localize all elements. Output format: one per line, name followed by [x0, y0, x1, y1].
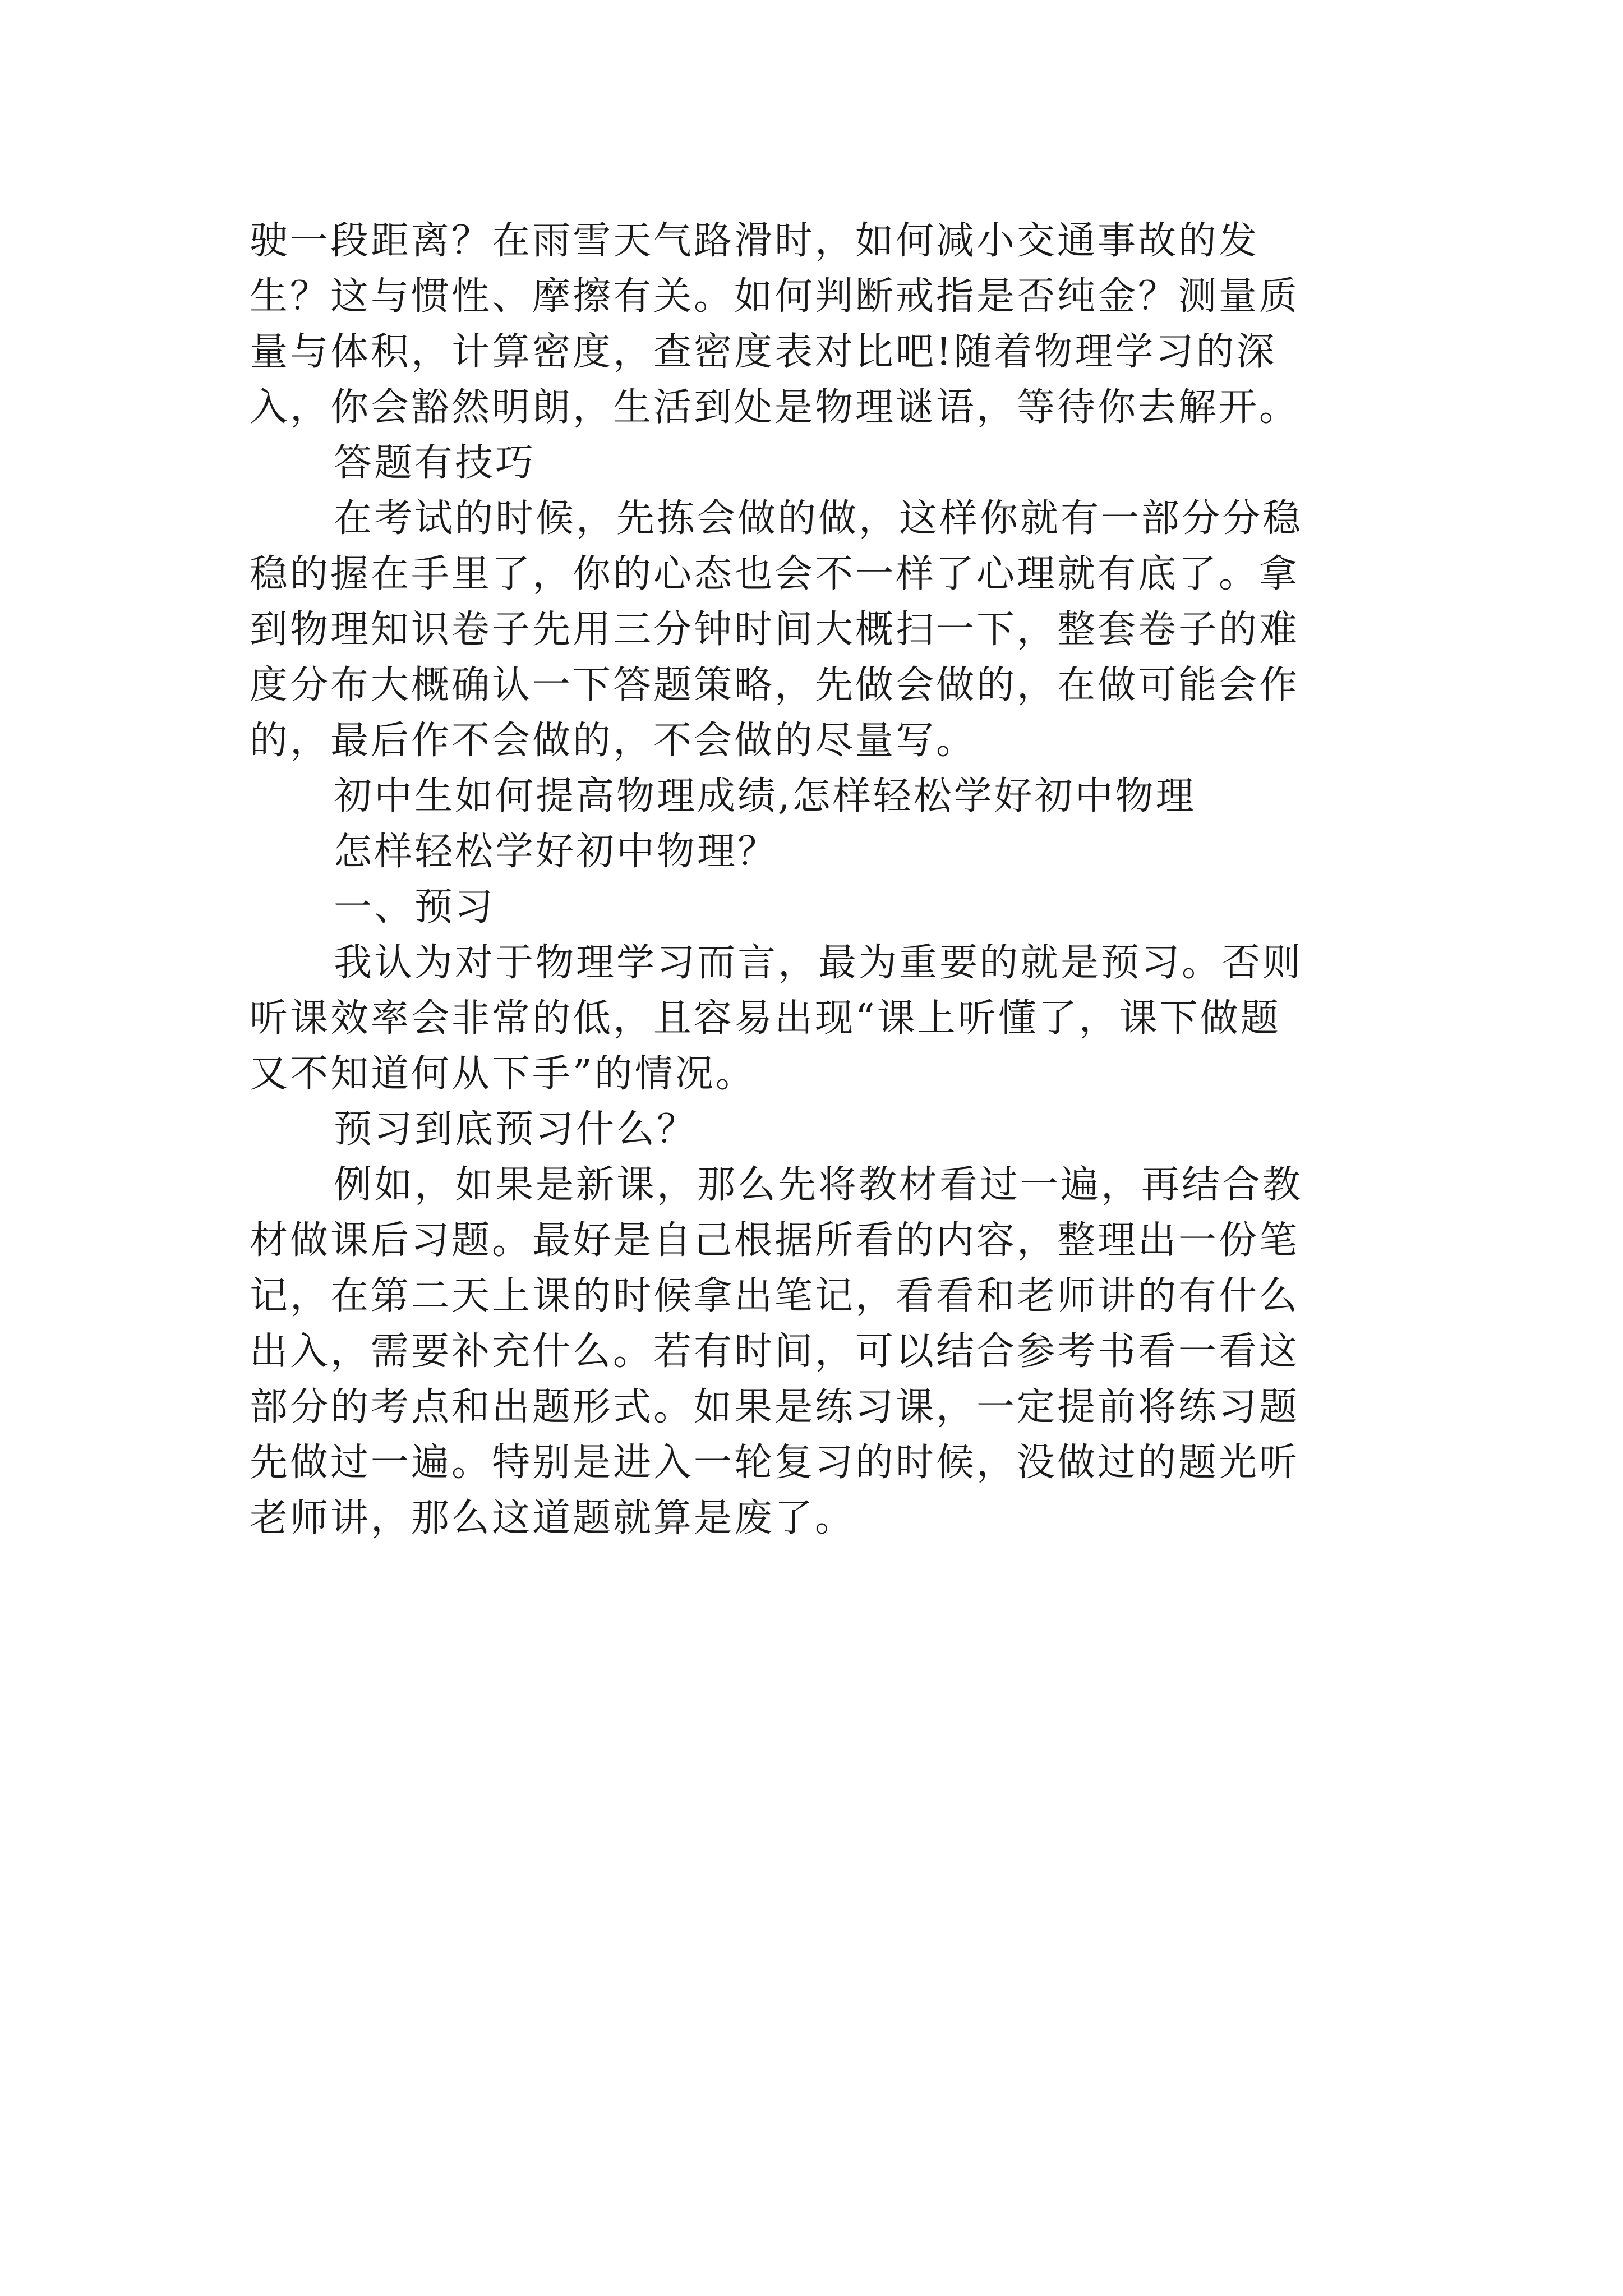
- text-line: 在考试的时候，先拣会做的做，这样你就有一部分分稳: [334, 496, 1303, 541]
- text-line: 预习到底预习什么？: [334, 1107, 698, 1152]
- paragraph: [250, 769, 1394, 824]
- text-line: 老师讲，那么这道题就算是废了。: [250, 1496, 856, 1540]
- text-line: 稳的握在手里了，你的心态也会不一样了心理就有底了。拿: [250, 552, 1300, 596]
- text-line: 度分布大概确认一下答题策略，先做会做的，在做可能会作: [250, 663, 1300, 707]
- text-line: 答题有技巧: [334, 441, 536, 485]
- text-line: 入，你会豁然明朗，生活到处是物理谜语，等待你去解开。: [250, 385, 1300, 430]
- text-line: 一、预习: [334, 885, 496, 930]
- text-line: 我认为对于物理学习而言，最为重要的就是预习。否则: [334, 941, 1303, 985]
- text-line: 又不知道何从下手”的情况。: [250, 1052, 756, 1096]
- paragraph: [250, 824, 1394, 880]
- text-line: 怎样轻松学好初中物理？: [334, 830, 778, 874]
- text-line: 例如，如果是新课，那么先将教材看过一遍，再结合教: [334, 1163, 1303, 1207]
- paragraph: [250, 880, 1394, 935]
- text-line: 量与体积，计算密度，查密度表对比吧!随着物理学习的深: [250, 330, 1277, 374]
- text-line: 驶一段距离？在雨雪天气路滑时，如何减小交通事故的发: [250, 219, 1260, 263]
- text-line: 的，最后作不会做的，不会做的尽量写。: [250, 719, 977, 763]
- text-line: 听课效率会非常的低，且容易出现“课上听懂了，课下做题: [250, 996, 1281, 1041]
- paragraph: [250, 491, 1394, 769]
- text-line: 到物理知识卷子先用三分钟时间大概扫一下，整套卷子的难: [250, 608, 1300, 652]
- paragraph: [250, 935, 1394, 1102]
- text-line: 材做课后习题。最好是自己根据所看的内容，整理出一份笔: [250, 1218, 1300, 1263]
- text-line: 记，在第二天上课的时候拿出笔记，看看和老师讲的有什么: [250, 1274, 1300, 1318]
- text-line: 出入，需要补充什么。若有时间，可以结合参考书看一看这: [250, 1329, 1300, 1374]
- document-body: [250, 213, 1394, 1546]
- paragraph: [250, 1157, 1394, 1546]
- text-line: 初中生如何提高物理成绩,怎样轻松学好初中物理: [334, 774, 1196, 818]
- text-line: 部分的考点和出题形式。如果是练习课，一定提前将练习题: [250, 1385, 1300, 1429]
- paragraph: [250, 1102, 1394, 1157]
- text-line: 先做过一遍。特别是进入一轮复习的时候，没做过的题光听: [250, 1441, 1300, 1485]
- paragraph: [250, 435, 1394, 491]
- text-line: 生？这与惯性、摩擦有关。如何判断戒指是否纯金？测量质: [250, 274, 1300, 319]
- paragraph: [250, 213, 1394, 435]
